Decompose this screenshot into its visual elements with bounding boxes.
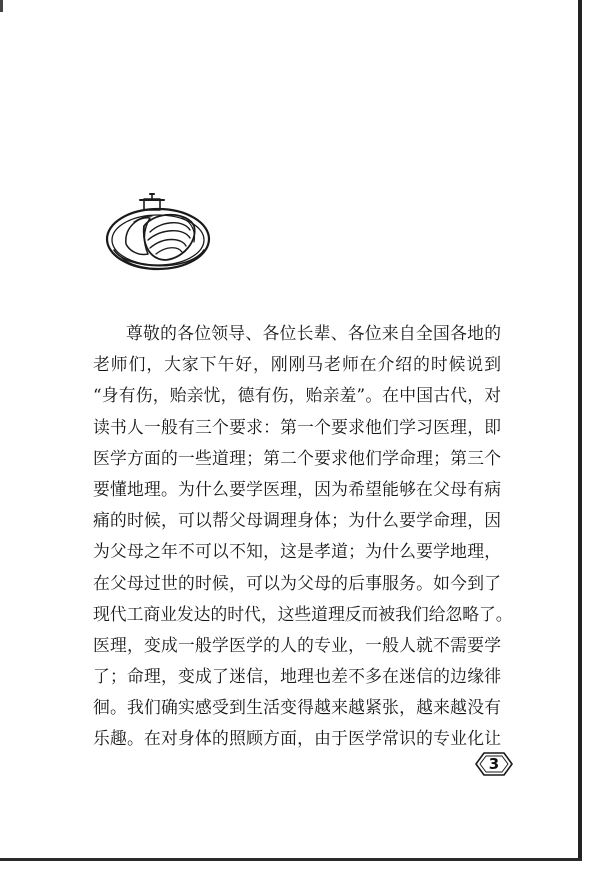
paragraph-line: 现代工商业发达的时代，这些道理反而被我们给忽略了。	[93, 603, 513, 624]
paragraph-line: 乐趣。在对身体的照顾方面，由于医学常识的专业化让	[93, 728, 501, 749]
main-paragraph	[93, 318, 513, 755]
paragraph-line: 要懂地理。为什么要学医理，因为希望能够在父母有病	[93, 478, 501, 499]
paragraph-line: 老师们，大家下午好，刚刚马老师在介绍的时候说到	[93, 354, 501, 375]
paragraph-line: 为父母之年不可以不知，这是孝道；为什么要学地理，	[93, 541, 501, 562]
paragraph-line: 医学方面的一些道理；第二个要求他们学命理；第三个	[93, 447, 501, 468]
scan-edge-bottom	[0, 858, 582, 861]
page-number-badge	[474, 750, 514, 778]
paragraph-line: 尊敬的各位领导、各位长辈、各位来自全国各地的	[126, 323, 501, 343]
paragraph-line: 徊。我们确实感受到生活变得越来越紧张，越来越没有	[93, 697, 501, 718]
paragraph-line: “身有伤，贻亲忧，德有伤，贻亲羞”。在中国古代，对	[93, 385, 501, 406]
paragraph-line: 痛的时候，可以帮父母调理身体；为什么要学命理，因	[93, 510, 501, 531]
paragraph-line: 了；命理，变成了迷信，地理也差不多在迷信的边缘徘	[93, 666, 501, 687]
scan-edge-right	[578, 0, 582, 860]
bowl-of-food-sketch-icon	[104, 192, 212, 274]
scan-edge-top-left	[0, 0, 3, 12]
paragraph-line: 医理，变成一般学医学的人的专业，一般人就不需要学	[93, 634, 501, 655]
page-number: 3	[488, 755, 500, 773]
paragraph-line: 在父母过世的时候，可以为父母的后事服务。如今到了	[93, 572, 501, 593]
paragraph-line: 读书人一般有三个要求：第一个要求他们学习医理，即	[93, 416, 501, 437]
